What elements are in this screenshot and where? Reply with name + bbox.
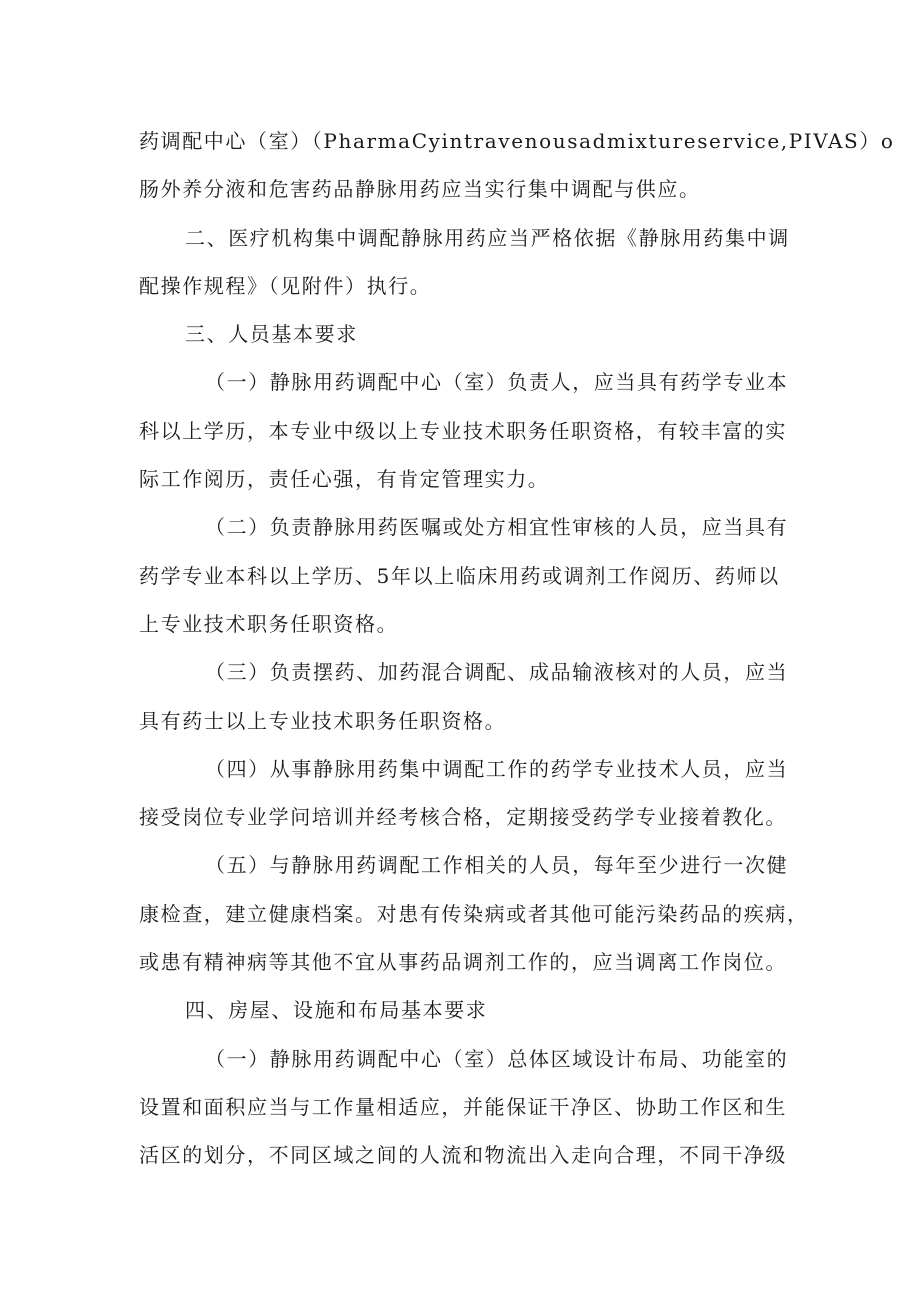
subsection-line: （三）负责摆药、加药混合调配、成品输液核对的人员，应当 — [205, 660, 789, 685]
section-heading: 四、房屋、设施和布局基本要求 — [185, 998, 488, 1023]
section-heading-line: 二、医疗机构集中调配静脉用药应当严格依据《静脉用药集中调 — [185, 225, 790, 250]
paragraph-line: 或患有精神病等其他不宜从事药品调剂工作的，应当调离工作岗位。 — [139, 950, 787, 975]
paragraph-line: 配操作规程》（见附件）执行。 — [139, 273, 432, 298]
subsection-line: （一）静脉用药调配中心（室）总体区域设计布局、功能室的 — [205, 1046, 789, 1071]
paragraph-line: 活区的划分，不同区域之间的人流和物流出入走向合理，不同干净级 — [139, 1143, 787, 1168]
paragraph-line: 具有药士以上专业技术职务任职资格。 — [139, 708, 507, 733]
paragraph-line: 际工作阅历，责任心强，有肯定管理实力。 — [139, 467, 550, 492]
subsection-line: （一）静脉用药调配中心（室）负责人，应当具有药学专业本 — [205, 370, 789, 395]
paragraph-line: 科以上学历，本专业中级以上专业技术职务任职资格，有较丰富的实 — [139, 418, 787, 443]
paragraph-line: 接受岗位专业学问培训并经考核合格，定期接受药学专业接着教化。 — [139, 805, 787, 830]
subsection-line: （二）负责静脉用药医嘱或处方相宜性审核的人员，应当具有 — [205, 515, 789, 540]
subsection-line: （五）与静脉用药调配工作相关的人员，每年至少进行一次健 — [205, 853, 789, 878]
paragraph-line: 上专业技术职务任职资格。 — [139, 611, 399, 636]
subsection-line: （四）从事静脉用药集中调配工作的药学专业技术人员，应当 — [205, 756, 789, 781]
paragraph-line: 药调配中心（室）（PharmaCyintravenousadmixtureservice,PIVAS）o — [139, 129, 895, 153]
paragraph-line: 设置和面积应当与工作量相适应，并能保证干净区、协助工作区和生 — [139, 1094, 787, 1119]
paragraph-line: 康检查，建立健康档案。对患有传染病或者其他可能污染药品的疾病， — [139, 901, 809, 926]
section-heading: 三、人员基本要求 — [185, 322, 358, 347]
paragraph-line: 药学专业本科以上学历、5年以上临床用药或调剂工作阅历、药师以 — [139, 563, 780, 588]
paragraph-line: 肠外养分液和危害药品静脉用药应当实行集中调配与供应。 — [139, 177, 701, 202]
document-body — [139, 117, 895, 1180]
